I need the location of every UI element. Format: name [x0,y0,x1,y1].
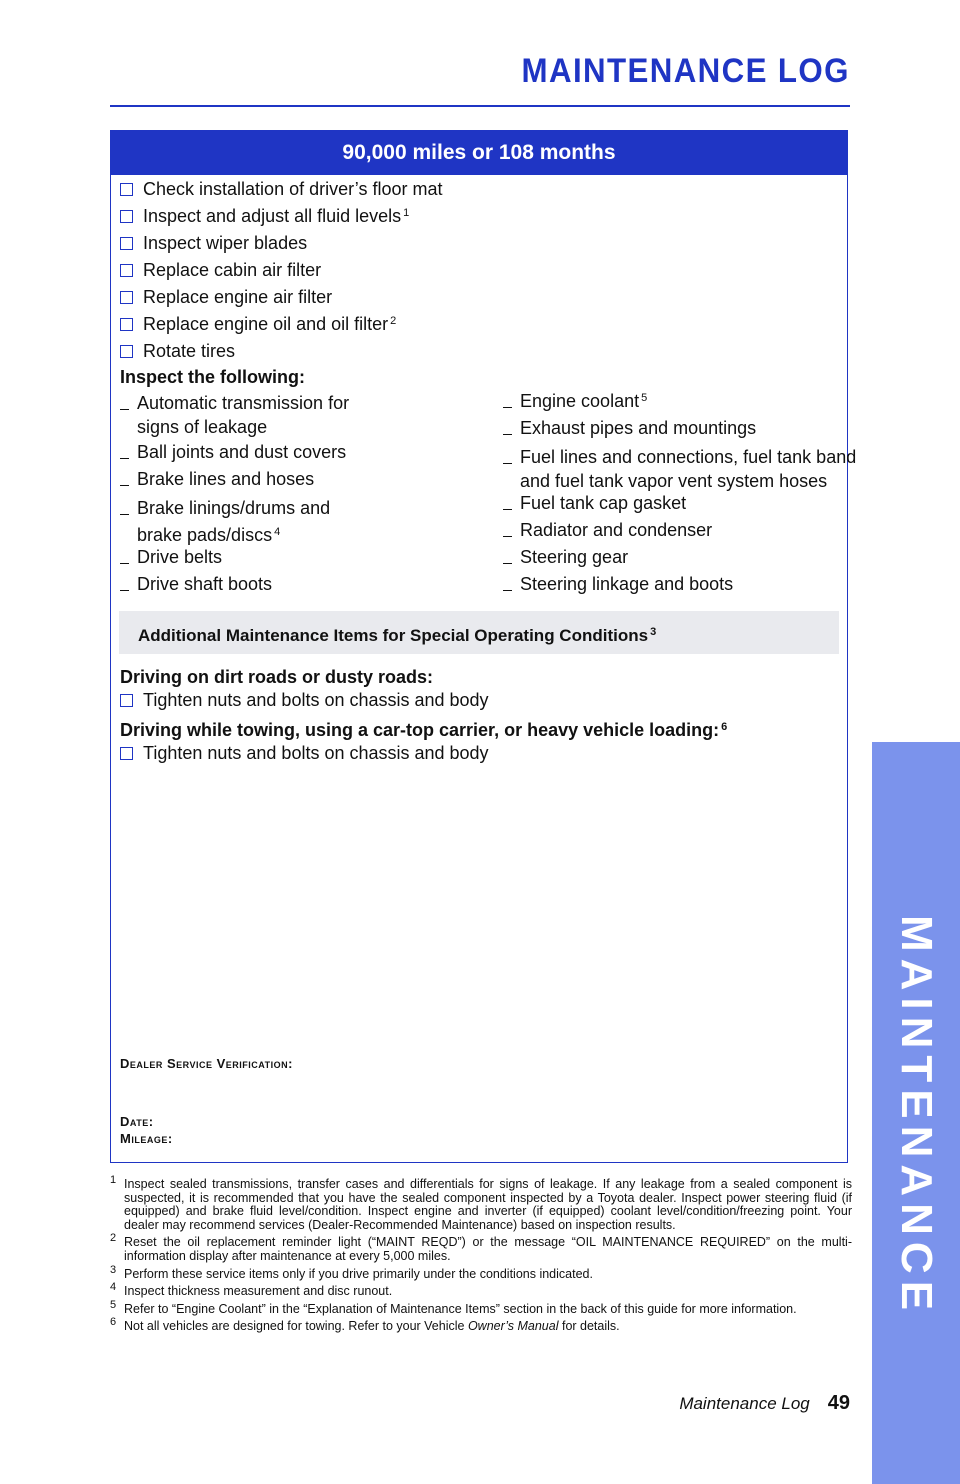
towing-heading: Driving while towing, using a car-top carrier, or heavy vehicle loading: $^6$ [120,720,728,740]
mileage-label: Mileage: [120,1131,173,1146]
checklist-item: Replace engine oil and oil filter $^2$ [120,314,396,335]
inspect-item: Brake linings/drums and brake pads/discs $^4$ [120,496,330,547]
dash-bullet [503,590,512,591]
dash-bullet [120,514,129,515]
dash-bullet [120,590,129,591]
checklist-item: Tighten nuts and bolts on chassis and body [120,690,489,711]
inspect-item: Steering gear [503,547,628,568]
checkbox[interactable] [120,237,133,250]
checklist-item: Inspect wiper blades [120,233,307,254]
footnote: 3 Perform these service items only if you drive primarily under the conditions indicated. [110,1263,593,1281]
dash-bullet [120,409,129,410]
inspect-heading: Inspect the following: [120,367,305,387]
section-side-tab-label: MAINTENANCE [892,914,941,1318]
inspect-item: Engine coolant $^5$ [503,391,647,412]
dash-bullet [120,485,129,486]
footnotes [110,1174,852,1338]
checkbox[interactable] [120,345,133,358]
dash-bullet [503,563,512,564]
inspect-item: Drive shaft boots [120,574,272,595]
footnote: 2 Reset the oil replacement reminder light (“MAINT REQD”) or the message “OIL MAINTENANCE REQUIRED” on the multi-information display after maintenance at every 5,000 miles. [110,1232,852,1263]
checklist-item: Tighten nuts and bolts on chassis and body [120,743,489,764]
dash-bullet [120,563,129,564]
page-footer [679,1392,850,1415]
inspect-item: Ball joints and dust covers [120,442,346,463]
checklist-item: Rotate tires [120,341,235,362]
checkbox[interactable] [120,264,133,277]
footnote: 1 Inspect sealed transmissions, transfer cases and differentials for signs of leakage. If any leakage from a sealed component is suspected, it is recommended that you have the sealed component inspected by a Toyota dealer. Inspect power steering fluid (if equipped) and brake fluid level/condition. Inspect engine and inverter (if equipped) coolant level/condition/freezing point. Your dealer may recommend services (Dealer-Recommended Maintenance) based on inspection results. [110,1174,852,1232]
dash-bullet [503,407,512,408]
inspect-item: Fuel lines and connections, fuel tank band and fuel tank vapor vent system hoses [503,445,856,493]
checkbox[interactable] [120,210,133,223]
dash-bullet [503,434,512,435]
checkbox[interactable] [120,694,133,707]
inspect-item: Fuel tank cap gasket [503,493,686,514]
dash-bullet [503,463,512,464]
checkbox[interactable] [120,291,133,304]
checkbox[interactable] [120,747,133,760]
checklist-item: Inspect and adjust all fluid levels $^1$ [120,206,409,227]
date-label: Date: [120,1114,154,1129]
inspect-item: Automatic transmission for signs of leakage [120,391,349,439]
footnote: 4 Inspect thickness measurement and disc runout. [110,1281,393,1299]
dirt-roads-heading: Driving on dirt roads or dusty roads: [120,667,434,687]
checkbox[interactable] [120,183,133,196]
dash-bullet [503,509,512,510]
dash-bullet [503,536,512,537]
page-title: MAINTENANCE LOG [521,52,850,90]
dealer-verification-label: Dealer Service Verification: [120,1056,293,1071]
interval-heading: 90,000 miles or 108 months [111,131,847,175]
special-conditions-heading: Additional Maintenance Items for Special Operating Conditions $^3$ [119,611,839,654]
inspect-item: Radiator and condenser [503,520,712,541]
header-divider [110,105,850,107]
dash-bullet [120,458,129,459]
inspect-item: Drive belts [120,547,222,568]
footer-section-label: Maintenance Log [679,1394,810,1413]
page-number: 49 [827,1392,850,1414]
inspect-item: Steering linkage and boots [503,574,733,595]
checklist-item: Check installation of driver’s floor mat [120,179,442,200]
inspect-item: Exhaust pipes and mountings [503,418,756,439]
maintenance-card [110,130,857,1163]
inspect-item: Brake lines and hoses [120,469,314,490]
checkbox[interactable] [120,318,133,331]
checklist-item: Replace engine air filter [120,287,332,308]
footnote: 6 Not all vehicles are designed for towing. Refer to your Vehicle Owner’s Manual for details. [110,1316,620,1334]
footnote: 5 Refer to “Engine Coolant” in the “Explanation of Maintenance Items” section in the back of this guide for more information. [110,1298,797,1316]
checklist-item: Replace cabin air filter [120,260,321,281]
